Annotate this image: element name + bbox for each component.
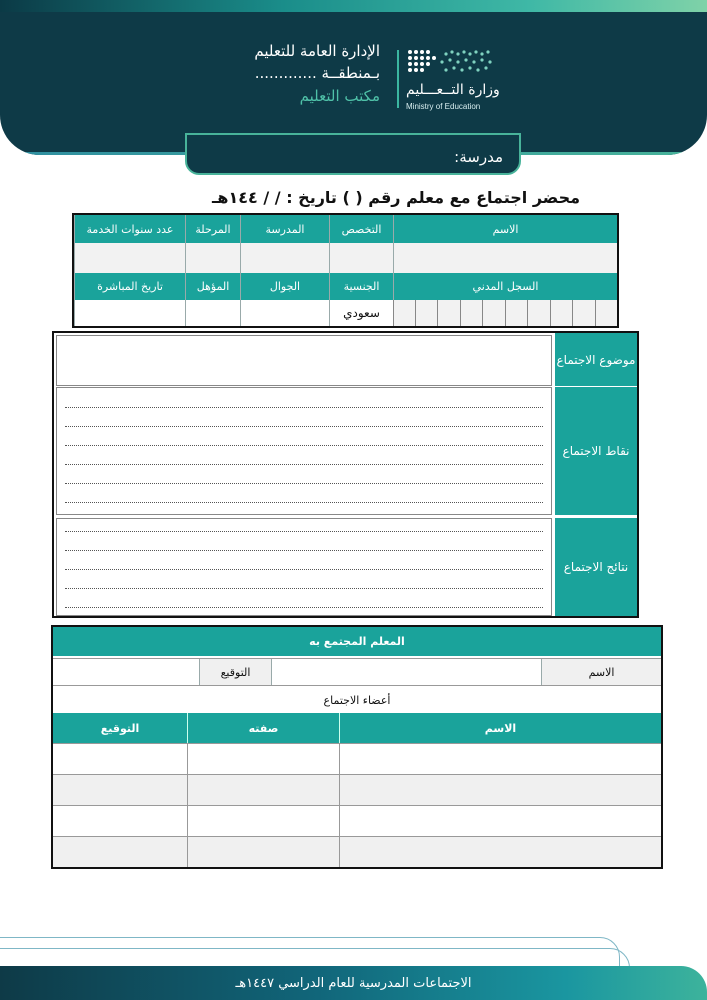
digit-box[interactable] xyxy=(393,300,415,326)
member-signature-cell[interactable] xyxy=(53,837,187,867)
page-footer xyxy=(0,966,707,1000)
teacher-signature-field[interactable] xyxy=(53,659,199,685)
header-name: الاسم xyxy=(393,215,617,243)
digit-box[interactable] xyxy=(460,300,483,326)
region-line: بـمنطقــة ............. xyxy=(254,64,380,82)
member-row xyxy=(53,836,661,867)
teacher-signature-label: التوقيع xyxy=(199,659,271,685)
header-text xyxy=(180,40,380,108)
member-role-cell[interactable] xyxy=(187,775,339,805)
meeting-section xyxy=(52,331,639,618)
member-row xyxy=(53,774,661,805)
directorate-title: الإدارة العامة للتعليم xyxy=(254,42,380,60)
header-mobile: الجوال xyxy=(240,273,329,300)
digit-box[interactable] xyxy=(527,300,550,326)
digit-box[interactable] xyxy=(572,300,595,326)
member-name-cell[interactable] xyxy=(339,806,661,836)
school-field[interactable] xyxy=(240,243,329,273)
nationality-value: سعودي xyxy=(329,300,393,326)
member-signature-cell[interactable] xyxy=(53,744,187,774)
member-role-cell[interactable] xyxy=(187,806,339,836)
stage-field[interactable] xyxy=(185,243,240,273)
member-signature-cell[interactable] xyxy=(53,806,187,836)
header-qualification: المؤهل xyxy=(185,273,240,300)
member-name-cell[interactable] xyxy=(339,775,661,805)
teacher-met-row xyxy=(53,658,661,686)
info-header-row-2 xyxy=(74,273,617,300)
teacher-info-table xyxy=(72,213,619,328)
meeting-topic-label: موضوع الاجتماع xyxy=(555,333,637,386)
header-stage: المرحلة xyxy=(185,215,240,243)
qualification-field[interactable] xyxy=(185,300,240,326)
members-title: أعضاء الاجتماع xyxy=(323,693,391,707)
ministry-logo-dots-icon xyxy=(406,48,494,78)
members-col-role: صفته xyxy=(187,713,339,743)
header-nationality: الجنسية xyxy=(329,273,393,300)
page-title: محضر اجتماع مع معلم رقم ( ) تاريخ : / / ١٤٤هـ xyxy=(211,188,580,207)
member-row xyxy=(53,743,661,774)
member-name-cell[interactable] xyxy=(339,837,661,867)
digit-box[interactable] xyxy=(505,300,528,326)
members-header-row xyxy=(53,713,661,743)
header-years-of-service: عدد سنوات الخدمة xyxy=(74,215,185,243)
logo-separator xyxy=(397,50,399,108)
meeting-results-label: نتائج الاجتماع xyxy=(555,518,637,616)
member-signature-cell[interactable] xyxy=(53,775,187,805)
ministry-name-english: Ministry of Education xyxy=(406,102,481,111)
member-role-cell[interactable] xyxy=(187,744,339,774)
header-civil-record: السجل المدني xyxy=(393,273,617,300)
digit-box[interactable] xyxy=(415,300,438,326)
meeting-results-field[interactable] xyxy=(56,518,552,616)
name-field[interactable] xyxy=(393,243,617,273)
member-role-cell[interactable] xyxy=(187,837,339,867)
members-section xyxy=(51,625,663,869)
years-of-service-field[interactable] xyxy=(74,243,185,273)
teacher-name-label: الاسم xyxy=(541,659,661,685)
header-specialization: التخصص xyxy=(329,215,393,243)
digit-box[interactable] xyxy=(482,300,505,326)
member-name-cell[interactable] xyxy=(339,744,661,774)
info-input-row-2 xyxy=(74,300,617,326)
teacher-name-field[interactable] xyxy=(271,659,541,685)
meeting-points-label: نقاط الاجتماع xyxy=(555,387,637,515)
school-label: مدرسة: xyxy=(454,148,503,166)
members-col-signature: التوقيع xyxy=(100,721,140,735)
meeting-points-field[interactable] xyxy=(56,387,552,515)
meeting-topic-field[interactable] xyxy=(56,335,552,386)
mobile-field[interactable] xyxy=(240,300,329,326)
footer-text: الاجتماعات المدرسية للعام الدراسي ١٤٤٧هـ xyxy=(235,975,472,991)
member-row xyxy=(53,805,661,836)
header-school: المدرسة xyxy=(240,215,329,243)
start-date-field[interactable] xyxy=(74,300,185,326)
school-box xyxy=(185,133,521,175)
header-start-date: تاريخ المباشرة xyxy=(74,273,185,300)
digit-box[interactable] xyxy=(595,300,618,326)
specialization-field[interactable] xyxy=(329,243,393,273)
ministry-name-arabic: وزارة التــعـــليم xyxy=(406,82,500,98)
header-gradient-strip xyxy=(0,0,707,12)
education-office-line: مكتب التعليم xyxy=(299,87,380,105)
info-input-row xyxy=(74,243,617,273)
teacher-met-header: المعلم المجتمع به xyxy=(53,627,661,656)
civil-record-digits xyxy=(393,300,617,326)
info-header-row xyxy=(74,215,617,243)
members-col-name: الاسم xyxy=(339,713,661,743)
digit-box[interactable] xyxy=(437,300,460,326)
digit-box[interactable] xyxy=(550,300,573,326)
page-header xyxy=(0,0,707,155)
ministry-logo xyxy=(402,44,500,116)
